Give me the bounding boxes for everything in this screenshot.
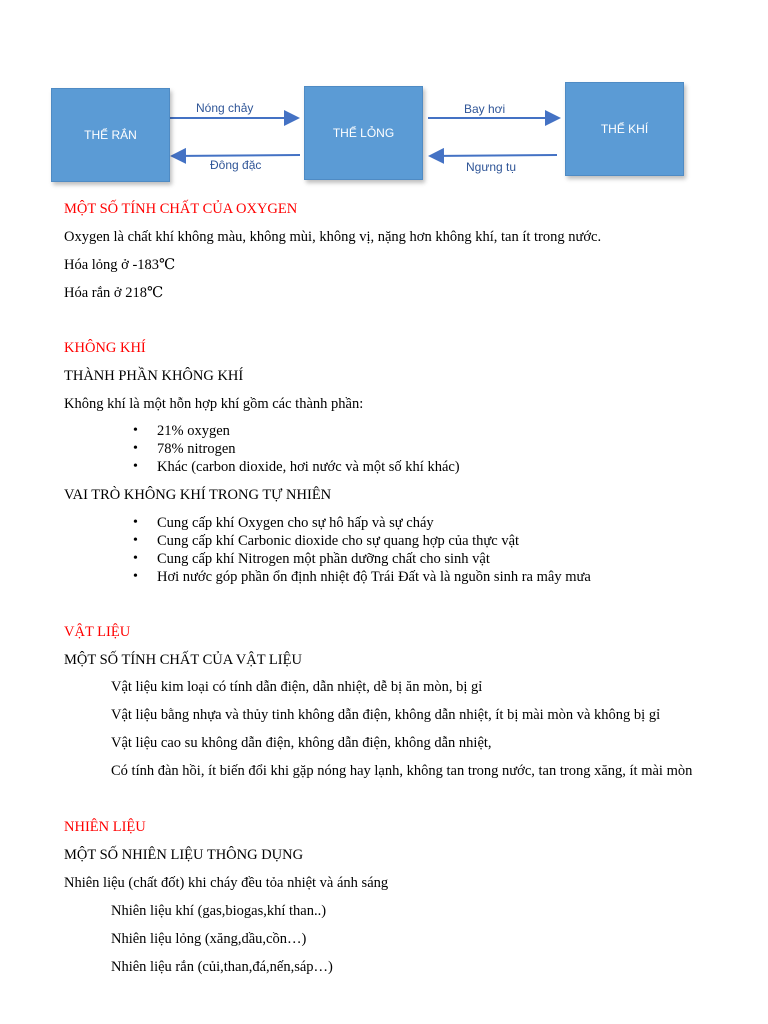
box-liquid-state [304,86,423,180]
oxygen-liquefy: Hóa lỏng ở -183℃ [64,257,176,273]
states-of-matter-diagram [0,0,768,200]
air-composition-list [133,422,460,476]
fuel-line: Nhiên liệu lỏng (xăng,dầu,cồn…) [111,931,307,947]
list-item: • Khác (carbon dioxide, hơi nước và một số khí khác) [133,458,460,476]
fuel-subtitle: MỘT SỐ NHIÊN LIỆU THÔNG DỤNG [64,847,304,863]
oxygen-solidify: Hóa rắn ở 218℃ [64,285,164,301]
list-item: • Cung cấp khí Nitrogen một phần dưỡng chất cho sinh vật [133,550,591,568]
list-item: • 21% oxygen [133,422,460,440]
materials-line: Vật liệu kim loại có tính dẫn điện, dẫn nhiệt, dễ bị ăn mòn, bị gỉ [111,679,483,695]
box-solid-label: THỂ RẮN [84,128,137,142]
label-condensation: Ngưng tụ [466,160,517,174]
materials-subtitle: MỘT SỐ TÍNH CHẤT CỦA VẬT LIỆU [64,652,302,668]
fuel-intro: Nhiên liệu (chất đốt) khi cháy đều tỏa nhiệt và ánh sáng [64,875,389,891]
oxygen-heading: MỘT SỐ TÍNH CHẤT CỦA OXYGEN [64,201,298,217]
label-melting: Nóng chảy [196,101,254,115]
materials-line: Có tính đàn hồi, ít biến đổi khi gặp nóng hay lạnh, không tan trong nước, tan trong xăng, ít mài mòn [111,763,693,779]
list-item: • Cung cấp khí Carbonic dioxide cho sự quang hợp của thực vật [133,532,591,550]
air-role-list [133,514,591,586]
label-freezing: Đông đặc [210,158,262,172]
materials-line: Vật liệu cao su không dẫn điện, không dẫn điện, không dẫn nhiệt, [111,735,492,751]
arrow-condensation [430,155,557,156]
arrow-freezing [172,155,300,156]
list-item: • 78% nitrogen [133,440,460,458]
air-role-title: VAI TRÒ KHÔNG KHÍ TRONG TỰ NHIÊN [64,487,332,503]
list-item: • Hơi nước góp phần ổn định nhiệt độ Trái Đất và là nguồn sinh ra mây mưa [133,568,591,586]
materials-line: Vật liệu bằng nhựa và thủy tinh không dẫn điện, không dẫn nhiệt, ít bị mài mòn và không bị gỉ [111,707,661,723]
air-composition-title: THÀNH PHẦN KHÔNG KHÍ [64,368,244,384]
label-evaporation: Bay hơi [464,102,506,116]
fuel-line: Nhiên liệu khí (gas,biogas,khí than..) [111,903,327,919]
oxygen-description: Oxygen là chất khí không màu, không mùi, không vị, nặng hơn không khí, tan ít trong nước. [64,229,602,245]
fuel-heading: NHIÊN LIỆU [64,819,146,835]
air-heading: KHÔNG KHÍ [64,340,146,356]
box-solid-state [51,88,170,182]
list-item: • Cung cấp khí Oxygen cho sự hô hấp và sự cháy [133,514,591,532]
fuel-line: Nhiên liệu rắn (củi,than,đá,nến,sáp…) [111,959,333,975]
box-gas-label: THỂ KHÍ [600,122,649,136]
box-gas-state [565,82,684,176]
box-liquid-label: THỂ LỎNG [332,126,395,140]
air-composition-intro: Không khí là một hỗn hợp khí gồm các thành phần: [64,396,364,412]
materials-heading: VẬT LIỆU [64,624,131,640]
